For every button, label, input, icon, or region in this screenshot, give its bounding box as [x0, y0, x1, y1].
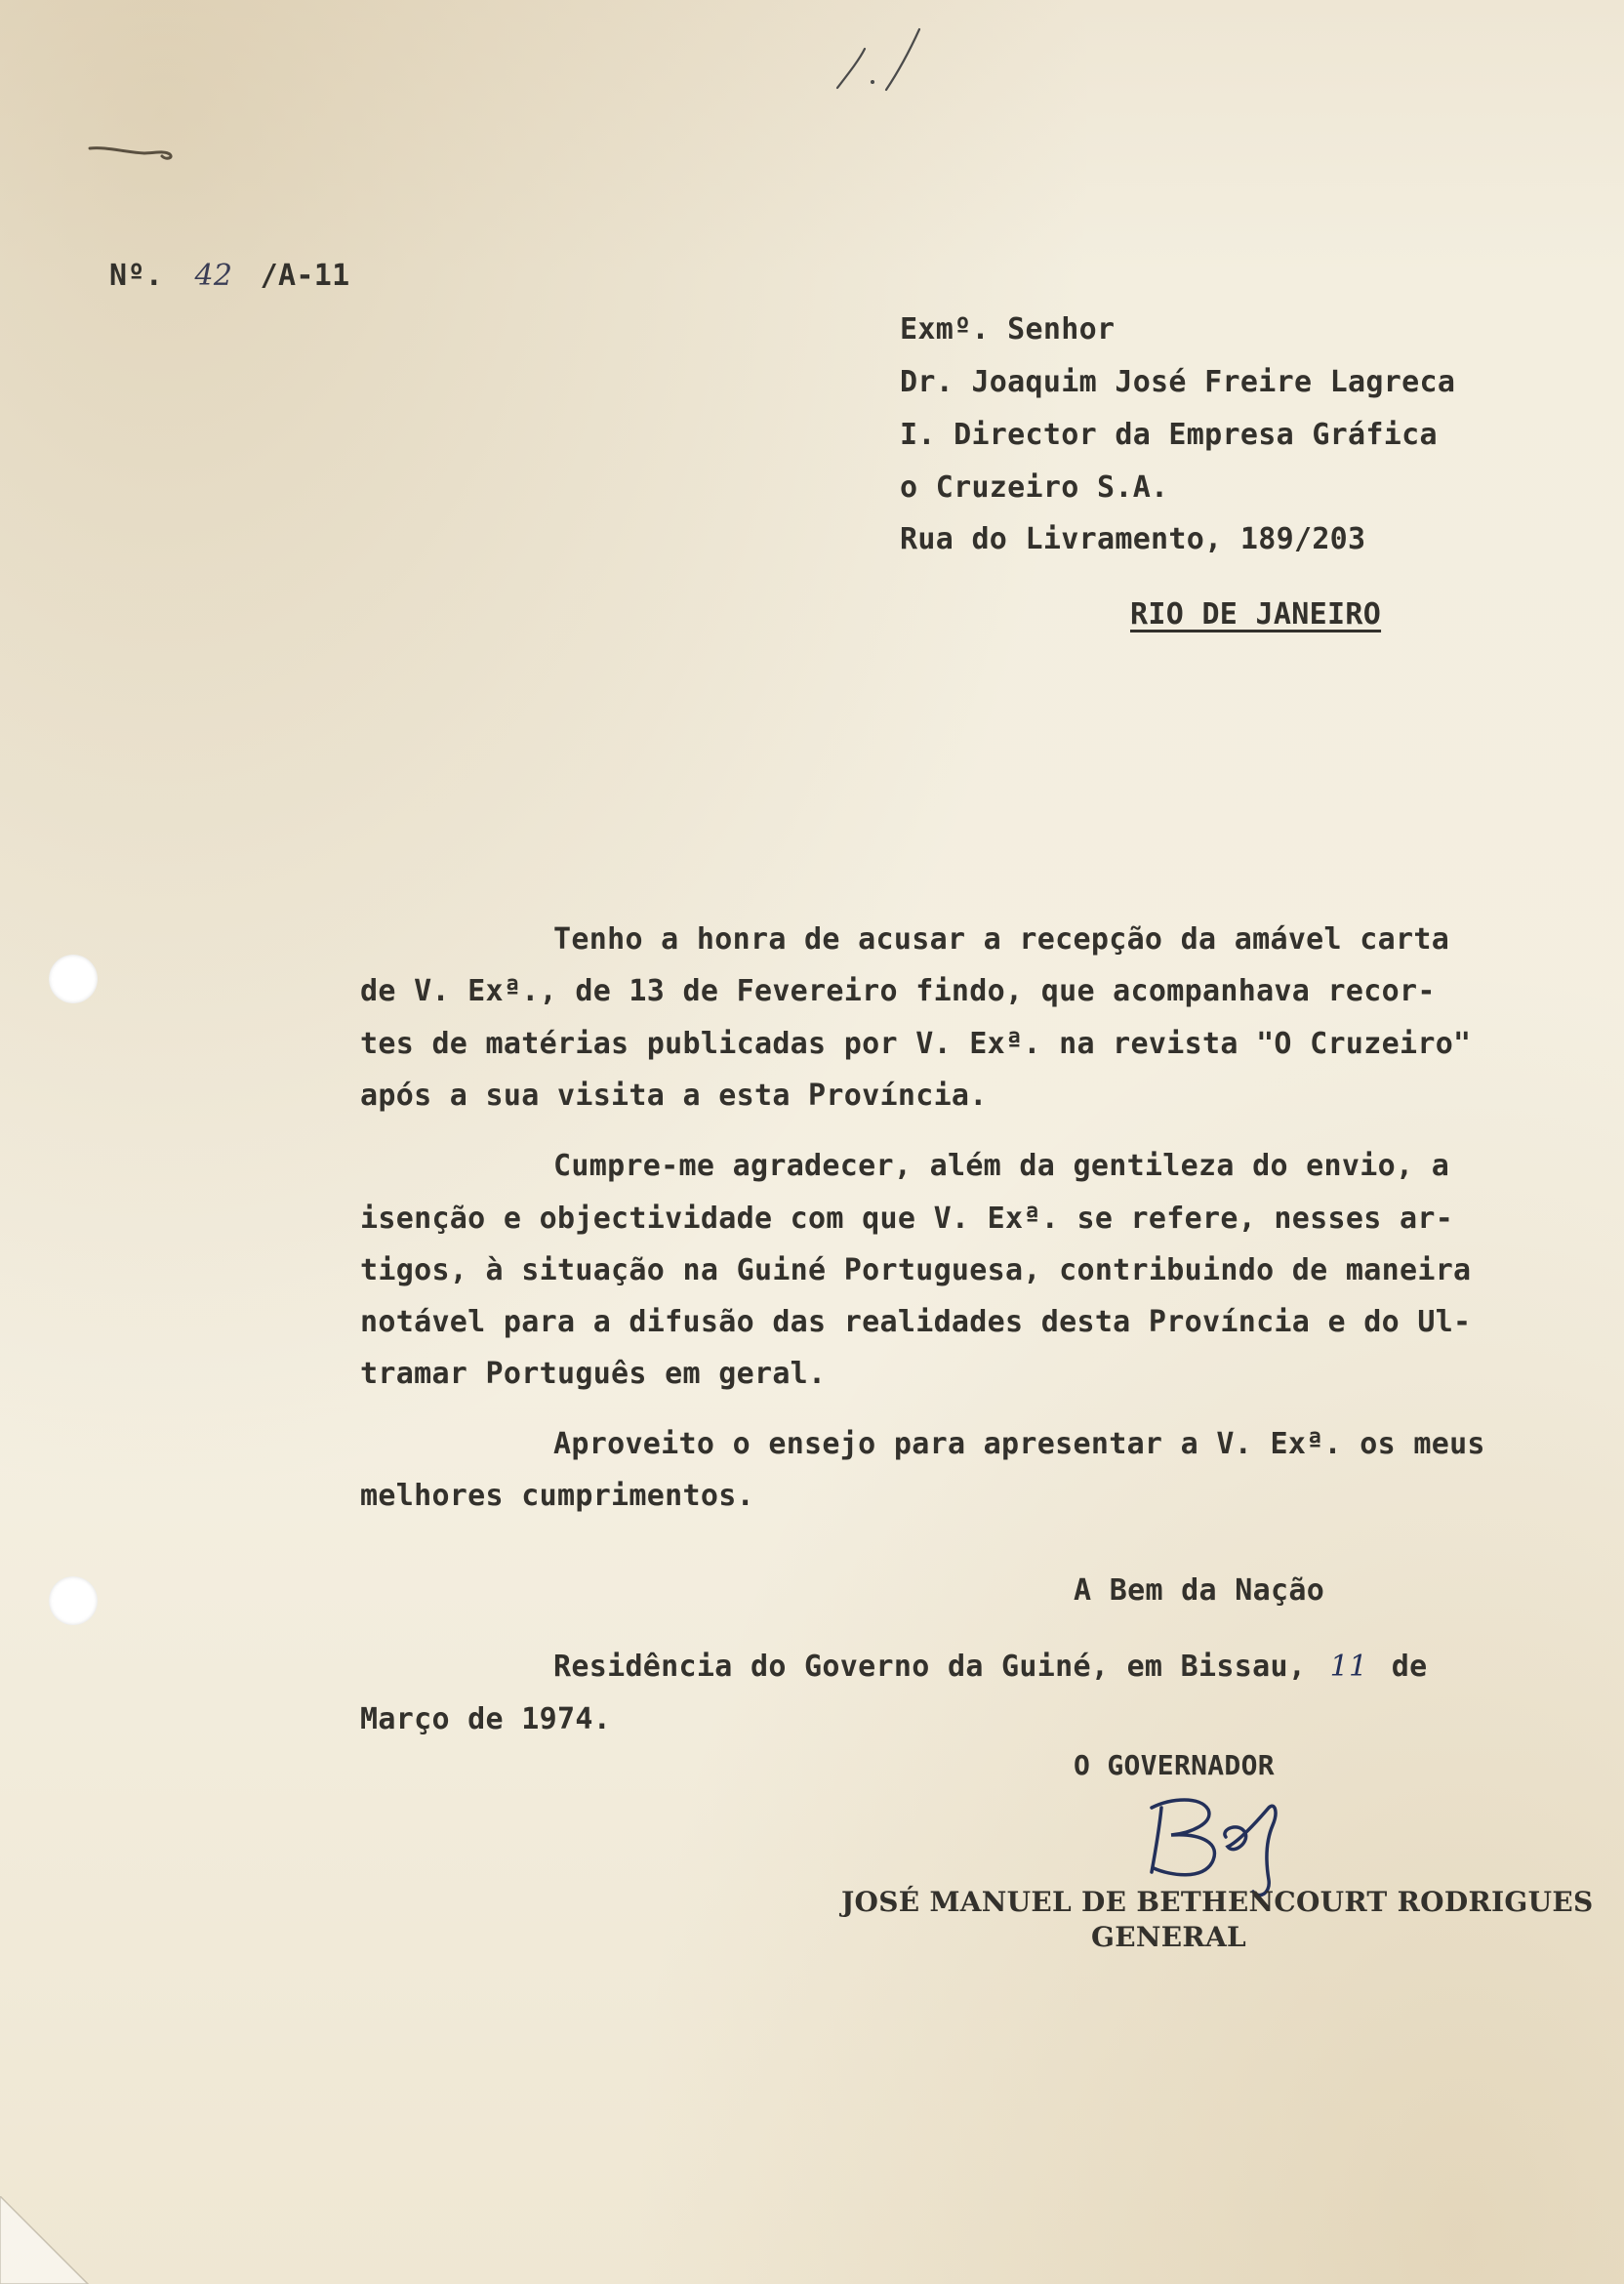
recipient-name: Dr. Joaquim José Freire Lagreca [900, 365, 1456, 399]
place-text: Residência do Governo da Guiné, em Bissau, [553, 1650, 1307, 1684]
recipient-company: o Cruzeiro S.A. [900, 470, 1169, 505]
body-line: melhores cumprimentos. [360, 1479, 754, 1513]
recipient-city: RIO DE JANEIRO [1130, 597, 1382, 632]
pencil-mark [86, 137, 179, 166]
page-corner-fold [0, 2196, 117, 2284]
body-line: Cumpre-me agradecer, além da gentileza do envio, a [553, 1149, 1450, 1183]
recipient-title: I. Director da Empresa Gráfica [900, 418, 1438, 452]
body-line: tigos, à situação na Guiné Portuguesa, contribuindo de maneira [360, 1253, 1472, 1287]
signer-name: JOSÉ MANUEL DE BETHENCOURT RODRIGUES [841, 1886, 1594, 1918]
body-line: notável para a difusão das realidades desta Província e do Ul- [360, 1305, 1472, 1339]
closing-office: O GOVERNADOR [1074, 1749, 1275, 1781]
signer-rank: GENERAL [1091, 1921, 1246, 1953]
body-line: de V. Exª., de 13 de Fevereiro findo, que acompanhava recor- [360, 974, 1436, 1008]
body-line: Tenho a honra de acusar a recepção da amável carta [553, 922, 1450, 957]
recipient-salutation: Exmº. Senhor [900, 312, 1116, 347]
reference-suffix: /A-11 [260, 259, 350, 293]
closing-date-line: Março de 1974. [360, 1702, 612, 1736]
body-line: isenção e objectividade com que V. Exª. se refere, nesses ar- [360, 1202, 1454, 1236]
handwritten-day: 11 [1329, 1650, 1368, 1684]
reference-prefix: Nº. [109, 259, 164, 293]
recipient-address: Rua do Livramento, 189/203 [900, 522, 1366, 556]
place-text-end: de [1391, 1650, 1428, 1684]
page-mark [830, 21, 937, 100]
body-line: após a sua visita a esta Província. [360, 1079, 988, 1113]
closing-motto: A Bem da Nação [1074, 1573, 1325, 1608]
body-line: tes de matérias publicadas por V. Exª. na revista "O Cruzeiro" [360, 1027, 1472, 1061]
body-line: Aproveito o ensejo para apresentar a V. Exª. os meus [553, 1427, 1485, 1461]
punch-hole-top [49, 955, 98, 1003]
reference-number [109, 259, 349, 293]
body-line: tramar Português em geral. [360, 1357, 827, 1391]
punch-hole-bottom [49, 1576, 98, 1625]
reference-handwritten-number: 42 [194, 259, 233, 293]
closing-place-date [553, 1650, 1427, 1684]
